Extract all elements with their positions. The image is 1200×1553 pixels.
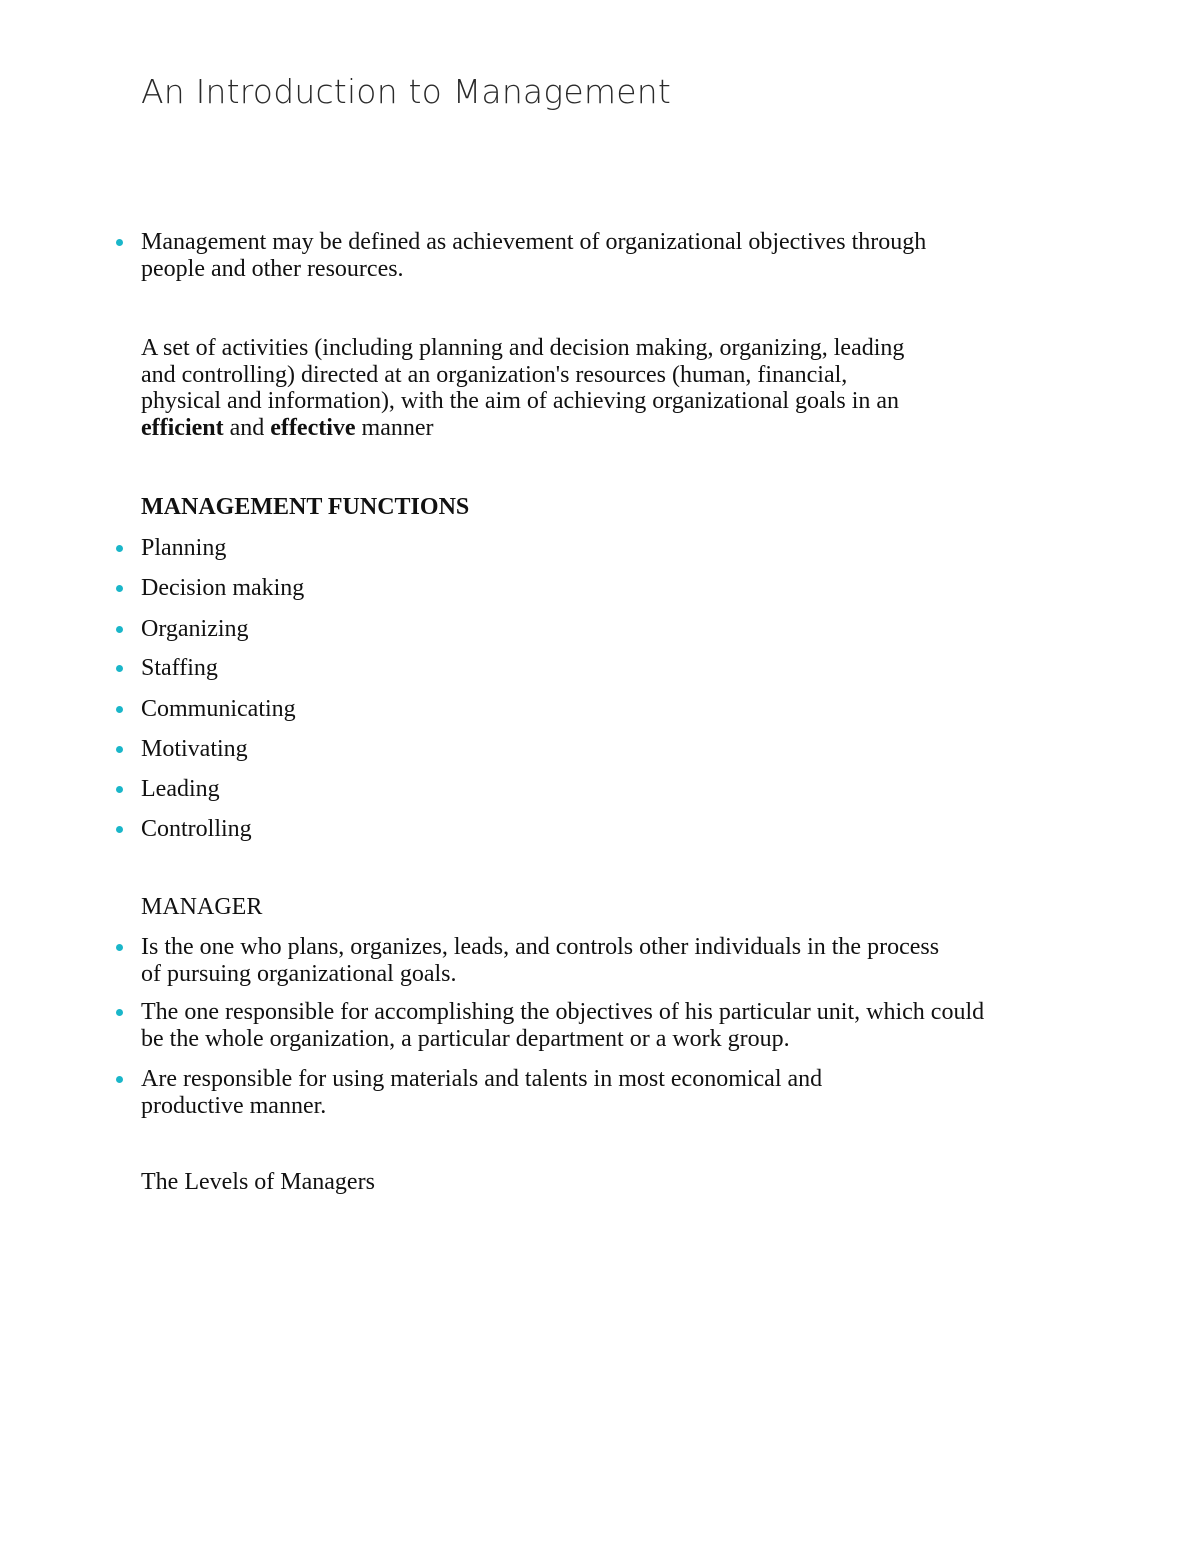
function-item: Decision making <box>141 575 305 601</box>
description-line: physical and information), with the aim of achieving organizational goals in an <box>141 388 900 414</box>
function-item: Communicating <box>141 696 296 722</box>
bullet-icon <box>116 706 123 713</box>
function-item: Controlling <box>141 816 252 842</box>
bullet-icon <box>116 1009 123 1016</box>
description-line: and controlling) directed at an organization's resources (human, financial, <box>141 362 848 388</box>
function-item: Leading <box>141 776 220 802</box>
bullet-icon <box>116 1076 123 1083</box>
bullet-icon <box>116 826 123 833</box>
manager-item: Are responsible for using materials and talents in most economical and productive manner. <box>141 1066 823 1119</box>
bullet-icon <box>116 585 123 592</box>
function-item: Planning <box>141 535 227 561</box>
function-item: Organizing <box>141 616 249 642</box>
function-item: Motivating <box>141 736 248 762</box>
bullet-icon <box>116 746 123 753</box>
bullet-icon <box>116 239 123 246</box>
effective-term: effective <box>270 415 356 441</box>
bullet-icon <box>116 545 123 552</box>
and-word: and <box>229 415 265 441</box>
manager-item: The one responsible for accomplishing the objectives of his particular unit, which could be the whole organization, a particular department or a work group. <box>141 999 985 1052</box>
manager-heading: MANAGER <box>141 894 263 920</box>
manager-item: Is the one who plans, organizes, leads, and controls other individuals in the process of pursuing organizational goals. <box>141 934 940 987</box>
function-item: Staffing <box>141 655 218 681</box>
bullet-icon <box>116 665 123 672</box>
page-title: An Introduction to Management <box>141 72 671 111</box>
efficient-term: efficient <box>141 415 224 441</box>
bullet-icon <box>116 626 123 633</box>
levels-heading: The Levels of Managers <box>141 1169 375 1195</box>
bullet-icon <box>116 786 123 793</box>
functions-heading: MANAGEMENT FUNCTIONS <box>141 494 470 520</box>
definition-text: Management may be defined as achievement of organizational objectives through people and other resources. <box>141 229 927 282</box>
description-last-line <box>141 415 434 442</box>
manner-word: manner <box>361 415 434 441</box>
bullet-icon <box>116 944 123 951</box>
description-line: A set of activities (including planning and decision making, organizing, leading <box>141 335 905 361</box>
